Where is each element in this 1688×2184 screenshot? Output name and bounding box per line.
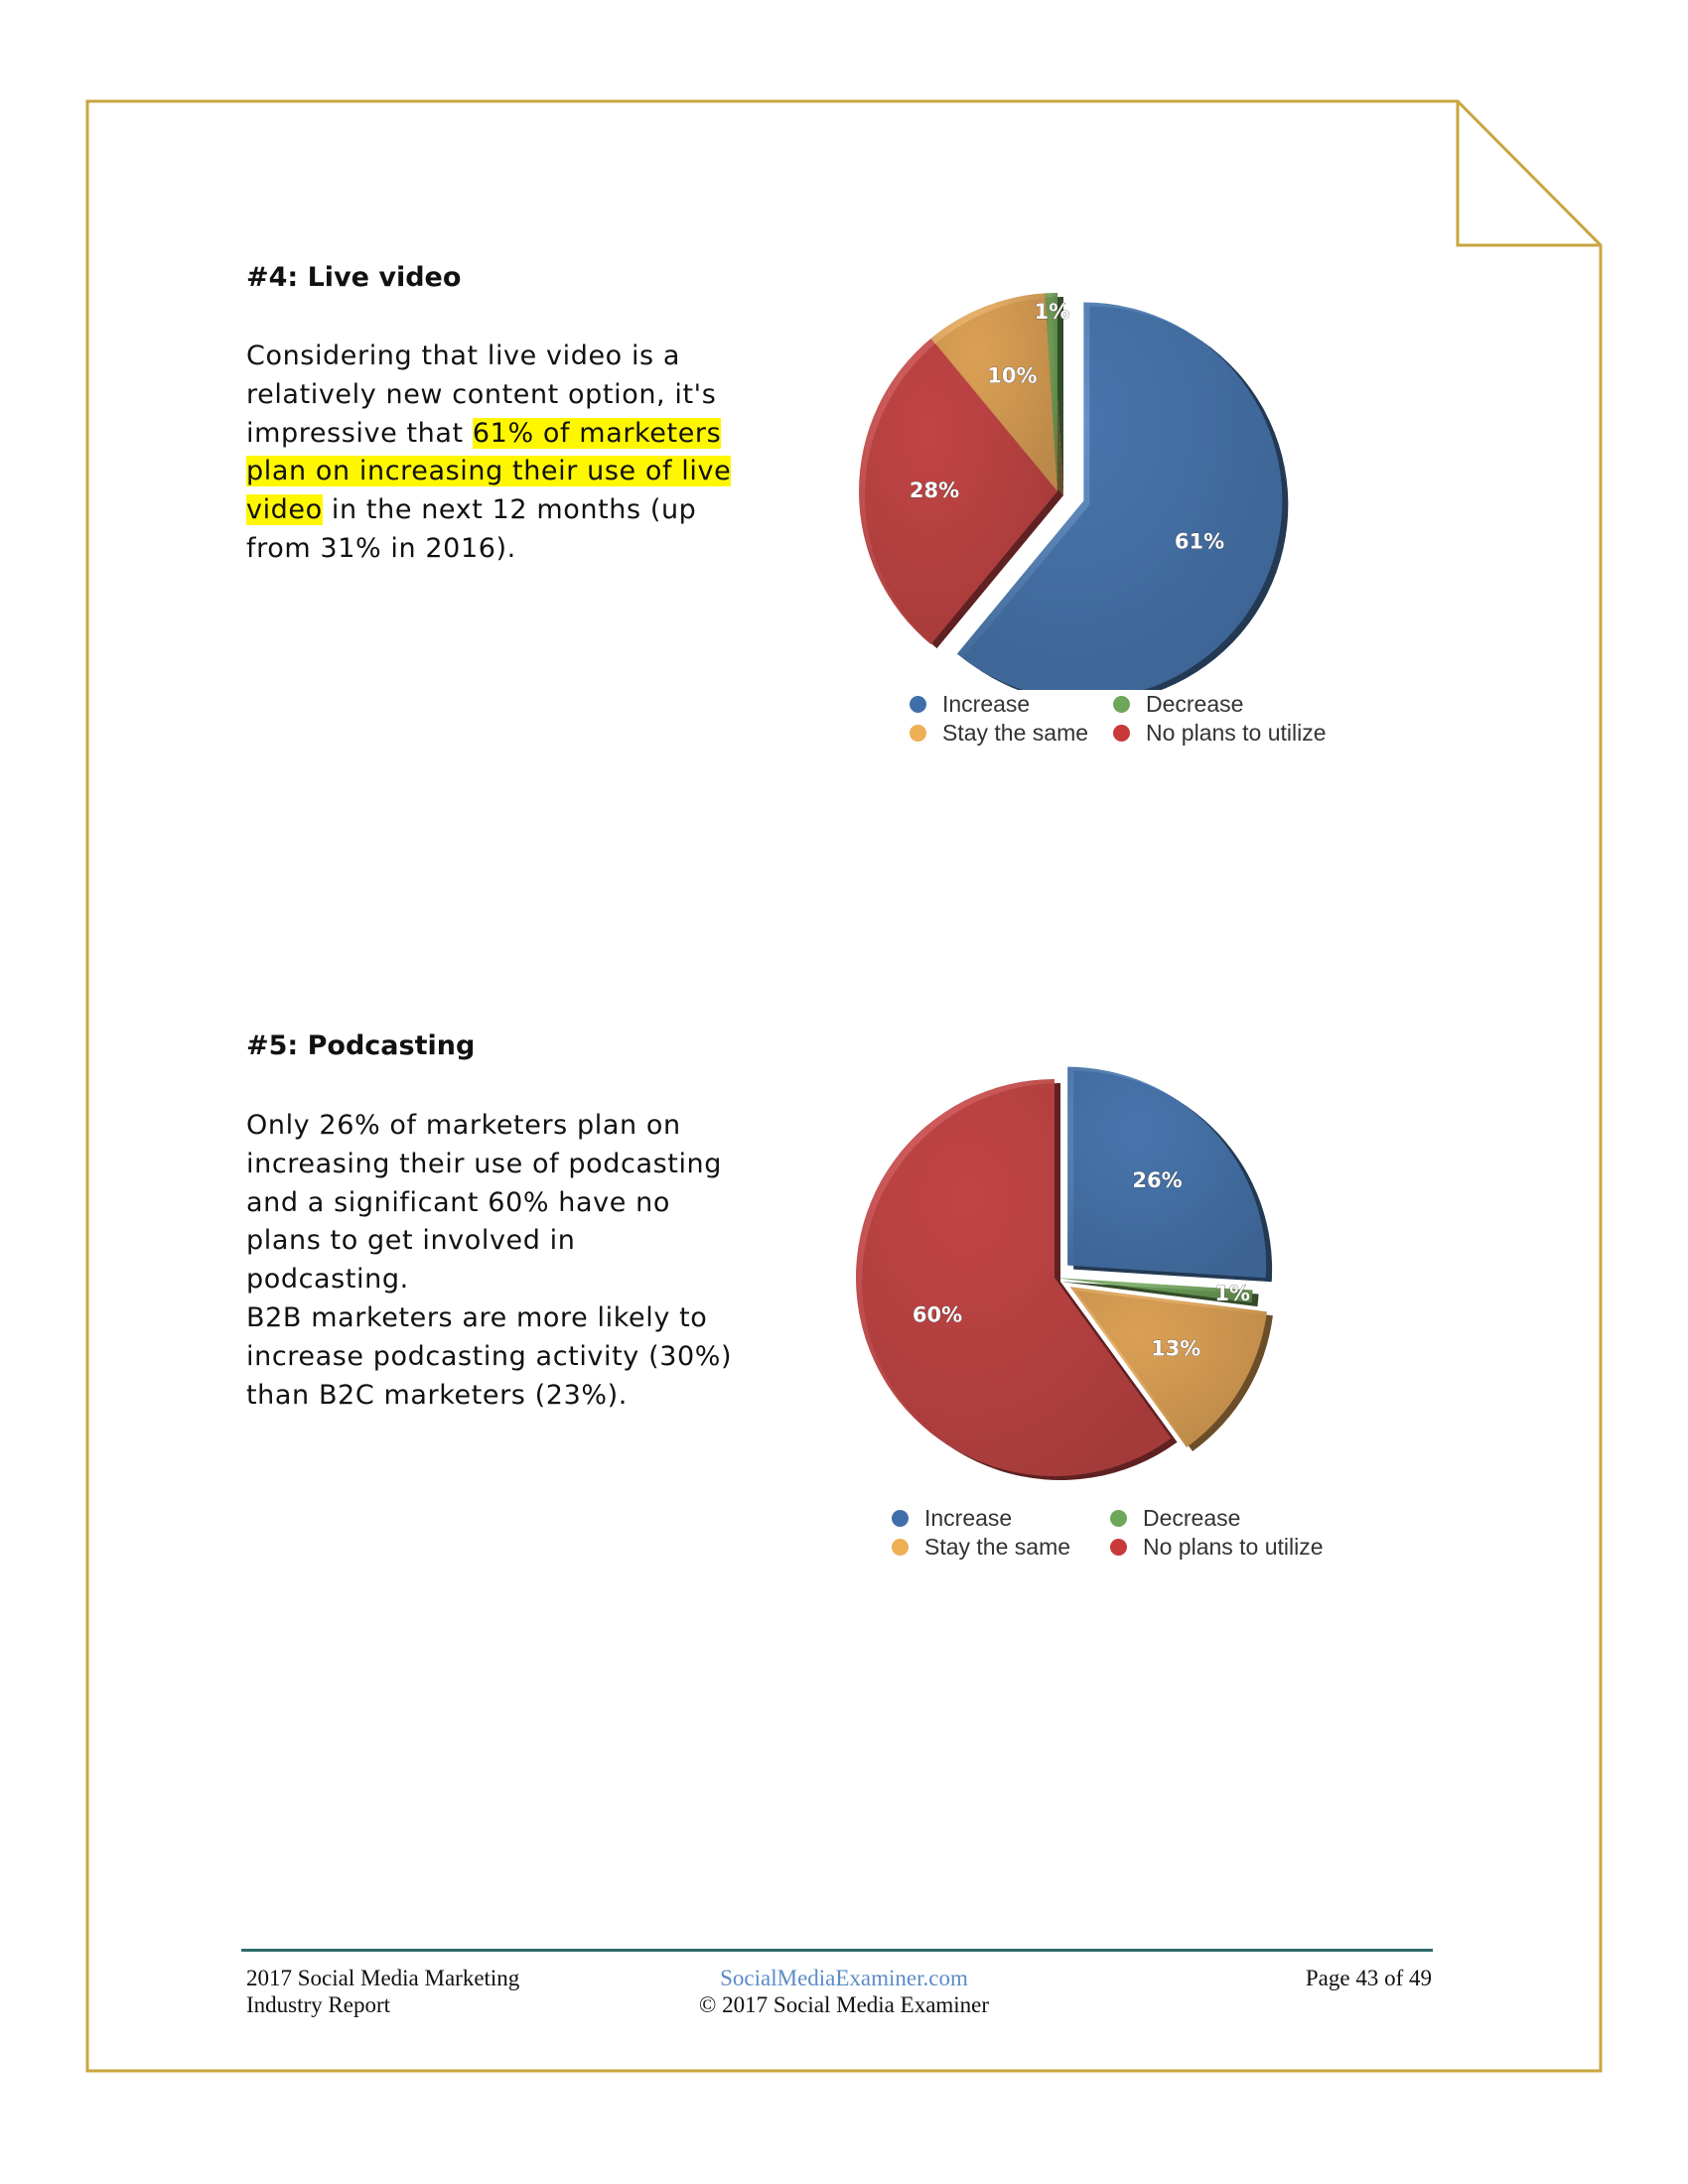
podcasting-pie-chart xyxy=(834,1057,1311,1494)
live-video-pie-chart xyxy=(844,253,1301,690)
pie-label-no-plans-to-utilize: 60% xyxy=(912,1302,963,1327)
legend-label-increase: Increase xyxy=(942,691,1031,717)
legend-item-no-plans xyxy=(1110,1534,1348,1561)
live-video-text-before: Considering that live video is a relatively new content option, it's impressive that xyxy=(246,341,717,449)
legend-dot-stay-the-same xyxy=(892,1539,909,1556)
legend-dot-stay-the-same xyxy=(910,725,926,742)
pie-label-no-plans-to-utilize: 28% xyxy=(909,478,960,502)
footer-copyright: © 2017 Social Media Examiner xyxy=(698,1992,990,2017)
podcasting-paragraph-2: B2B marketers are more likely to increase podcasting activity (30%) than B2C marketers (23%). xyxy=(246,1302,733,1411)
footer-report-title-line2: Industry Report xyxy=(246,1992,391,2017)
legend-dot-decrease xyxy=(1110,1510,1127,1527)
legend-item-decrease xyxy=(1110,1505,1348,1532)
pie-label-stay-the-same: 10% xyxy=(987,363,1038,388)
section-title-podcasting: #5: Podcasting xyxy=(246,1030,476,1061)
legend-label-stay-the-same: Stay the same xyxy=(942,720,1089,746)
legend-item-increase xyxy=(910,691,1113,718)
footer-report-title-line1: 2017 Social Media Marketing xyxy=(246,1966,520,1990)
footer-report-title xyxy=(246,1965,519,2018)
live-video-description xyxy=(246,338,743,569)
legend-item-decrease xyxy=(1113,691,1351,718)
footer-page-number: Page 43 of 49 xyxy=(1305,1966,1432,1990)
section-title-live-video: #4: Live video xyxy=(246,262,462,293)
legend-dot-increase xyxy=(892,1510,909,1527)
legend-dot-no-plans xyxy=(1113,725,1130,742)
legend-label-no-plans: No plans to utilize xyxy=(1146,720,1327,746)
legend-label-decrease: Decrease xyxy=(1143,1505,1241,1531)
legend-item-no-plans xyxy=(1113,720,1351,747)
live-video-text-after: in the next 12 months (up from 31% in 2016). xyxy=(246,494,697,564)
legend-item-stay-the-same xyxy=(910,720,1113,747)
pie-label-increase: 61% xyxy=(1174,529,1225,554)
footer-site-link[interactable]: SocialMediaExaminer.com xyxy=(720,1966,968,1990)
footer-divider xyxy=(241,1949,1433,1952)
pie-label-decrease: 1% xyxy=(1214,1281,1251,1305)
legend-label-increase: Increase xyxy=(924,1505,1013,1531)
footer-center xyxy=(645,1965,1043,2018)
legend-item-stay-the-same xyxy=(892,1534,1110,1561)
legend-dot-decrease xyxy=(1113,696,1130,713)
podcasting-legend xyxy=(892,1505,1348,1561)
podcasting-paragraph-1: Only 26% of marketers plan on increasing their use of podcasting and a significant 60% have no plans to get involved in podcasting. xyxy=(246,1110,722,1296)
live-video-legend xyxy=(910,691,1351,747)
legend-dot-no-plans xyxy=(1110,1539,1127,1556)
pie-label-stay-the-same: 13% xyxy=(1151,1336,1201,1361)
legend-item-increase xyxy=(892,1505,1110,1532)
live-video-highlight: 61% of marketers plan on increasing their use of live video xyxy=(246,417,732,526)
legend-label-stay-the-same: Stay the same xyxy=(924,1534,1071,1560)
pie-label-decrease: 1% xyxy=(1034,300,1070,325)
legend-label-decrease: Decrease xyxy=(1146,691,1244,717)
legend-label-no-plans: No plans to utilize xyxy=(1143,1534,1324,1560)
pie-label-increase: 26% xyxy=(1132,1167,1183,1192)
legend-dot-increase xyxy=(910,696,926,713)
